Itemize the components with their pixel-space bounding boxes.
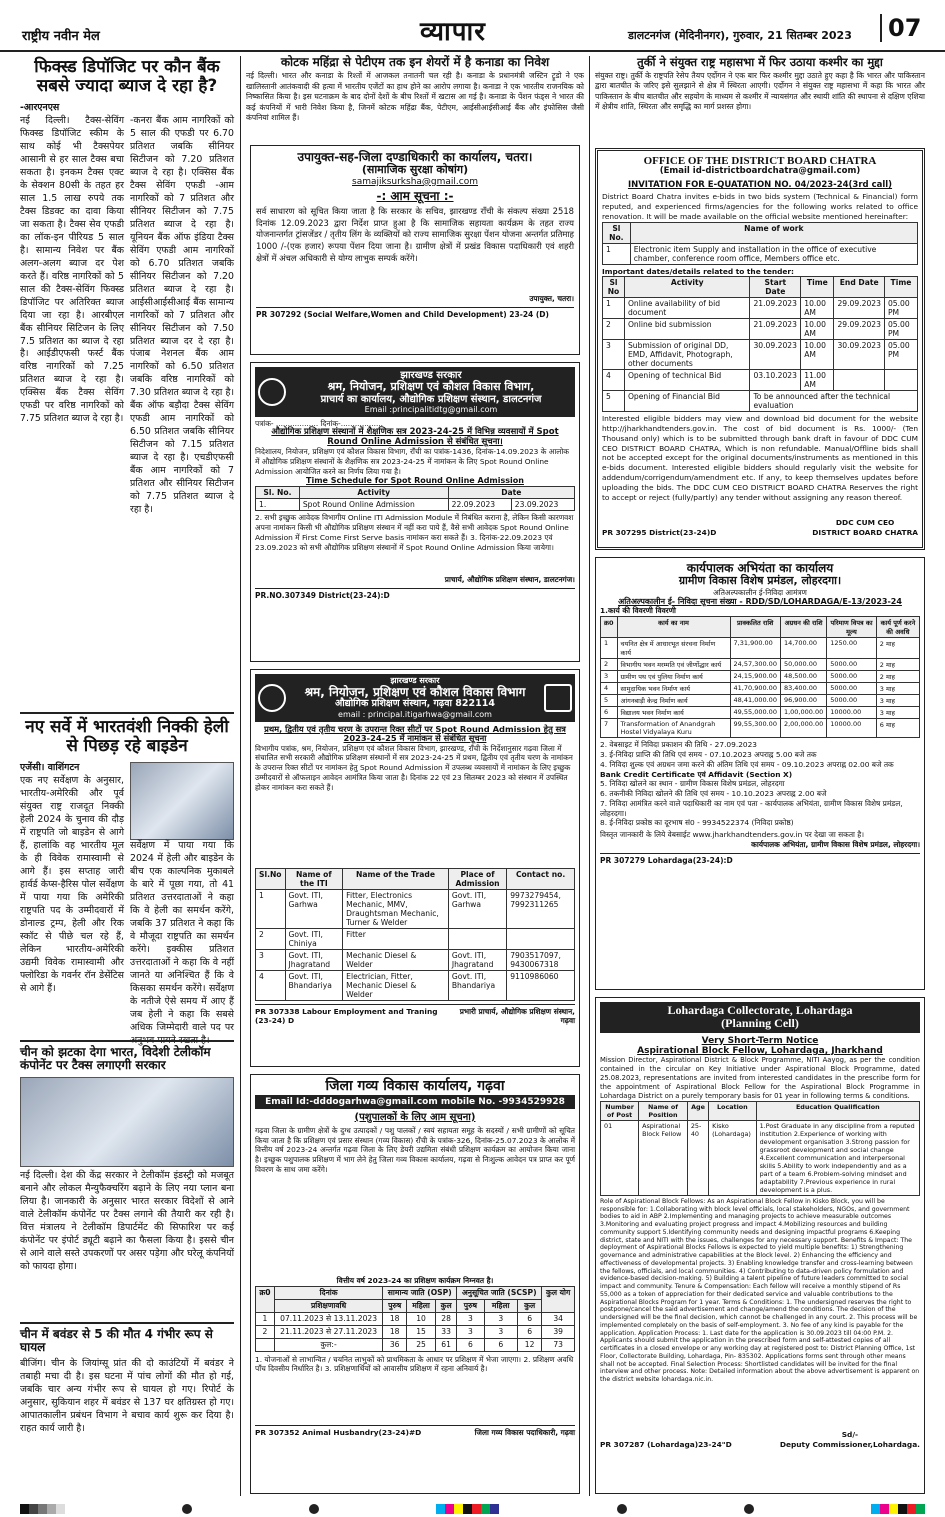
tender-line: 6. तकनीकी निविदा खोलने की तिथि एवं समय - 10.10.2023 अपराह्न 2.00 बजे	[600, 789, 827, 799]
article-canada-shares	[246, 56, 584, 147]
tender-line: 7. निविदा आमंत्रित करने वाले पदाधिकारी का नाम एवं पता - कार्यपालक अभियंता, ग्रामीण विकास विशेष प्रमंडल, लोहरदगा।	[600, 798, 903, 818]
article-fixed-deposit	[20, 58, 234, 675]
headline: नए सर्वे में भारतवंशी निक्की हेली से पिछड़ रहे बाइडेन	[25, 717, 229, 757]
schedule-table: Sl. No. Activity Date 1. Spot Round Online Admission 22.09.2023 23.09.2023	[255, 486, 575, 511]
article-telecom	[20, 1040, 234, 1320]
tender-line: Bank Credit Certificate एवं Affidavit (Section X)	[600, 769, 793, 779]
pr-number: PR 307279 Lohardaga(23-24):D	[600, 853, 920, 865]
notice-title: औद्योगिक प्रशिक्षण संस्थानों में शैक्षणिक सत्र 2023-24-25 में विभिन्न व्यवसायों में Spot Round Online Admission से संबंधित सूचना।	[271, 427, 559, 447]
colour-bar-icon	[436, 1504, 499, 1514]
masthead	[0, 0, 945, 52]
ad-garhwa-dairy	[250, 1074, 580, 1494]
table-row: 3 Govt. ITI, Jhagratand Mechanic Diesel & Welder Govt. ITI, Jhagratand 7903517097, 9430067318	[256, 949, 575, 970]
notice-notes: 2. सभी इच्छुक आवेदक विभागीय Online ITI Admission Module में निबंधित कराना है, लेकिन किसी कारणवश अपना नामांकन किसी भी औद्योगिक प्रशिक्षण संस्थान में नहीं करा पाये हैं, वैसे सभी आवेदक Spot Round Online Admission में First Come First Serve basis नामांकन करा सकते हैं। 3. दिनांक-22.09.2023 एवं 23.09.2023 को सभी औद्योगिक प्रशिक्षण संस्थानों में Spot Round Online Admission किया जायेगा।	[255, 513, 574, 552]
notice-title: INVITATION FOR E-QUATATION NO. 04/2023-24(3rd call)	[627, 179, 893, 190]
pr-number: PR.NO.307349 District(23-24):D	[255, 588, 575, 600]
ad-chatra-social-security	[250, 145, 580, 355]
notice-body: Interested eligible bidders may view and download bid document for the website http://jharkhandtenders.gov.in. The cost of bid document is Rs. 1000/- (Ten Thousand only) which is to be submitted through bank draft in favour of DDC CUM CEO DISTRICT BOARD CHATRA, Which is non refundable. Manual/Offline bids shall not be accepted except for the original documents/instruments as mentioned in this e-bids document. Interested eligible bidders should regularly visit the website for addendum/corrigendum/amendment etc. If any, to keep themselves updates before uploading the bids. The DDC CUM CEO DISTRICT BOARD CHATRA Reserves the right to accept or reject (fully/partly) any tender without assigning any reason thereof.	[602, 414, 918, 502]
signature: प्राचार्य, औद्योगिक प्रशिक्षण संस्थान, डालटनगंज।	[444, 575, 575, 585]
org-email: samajiksurksha@gmail.com	[352, 176, 478, 187]
jharkhand-emblem-icon	[258, 684, 286, 712]
jharkhand-emblem-icon	[258, 378, 286, 406]
article-china-tornado	[20, 1322, 234, 1498]
schedule-title: वित्तीय वर्ष 2023-24 का प्रशिक्षण कार्यक्रम निम्नवत है।	[336, 1275, 494, 1285]
table-row: 3 ग्रामीण पथ एवं पुलिया निर्माण कार्य 24,15,900.00 48,500.00 5000.00 2 माह	[601, 671, 920, 683]
issue-date: डालटनगंज (मेदिनीनगर), गुरुवार, 21 सितम्बर 2023	[628, 29, 852, 42]
tender-line: 8. ई-निविदा प्रकोष्ठ का दूरभाष सं0 - 9934522374 (निविदा प्रकोष्ठ)	[600, 818, 794, 828]
gov-name: झारखण्ड सरकार	[390, 676, 440, 685]
article-body: नई दिल्ली। भारत और कनाडा के रिश्तों में आजकल तनातनी चल रही है। कनाडा के प्रधानमंत्री जस्टिन ट्रूडो ने एक खालिस्तानी आतंकवादी की हत्या में भारतीय एजेंटों का हाथ होने का आरोप लगाया है। कनाडा ने एक भारतीय राजनयिक को निष्कासित किया है। इस घटनाक्रम के बाद दोनों देशों के बीच रिश्तों में खटास आ गई है। कनाडा के पेंशन फंड्स ने भारत की कई कंपनियों में भारी निवेश किया है, जिनमें कोटक महिंद्रा बैंक, पेटीएम, आईसीआईसीआई बैंक और इंफोसिस जैसी कंपनियां शामिल हैं।	[246, 71, 584, 123]
table-row: 4 सामुदायिक भवन निर्माण कार्य 41,70,900.00 83,400.00 5000.00 3 माह	[601, 683, 920, 695]
ad-district-board-chatra	[595, 148, 925, 550]
signature: कार्यपालक अभियंता, ग्रामीण विकास विशेष प्रमंडल, लोहरदगा।	[751, 839, 920, 849]
table-row: 1 Online availability of bid document 21.09.2023 10.00 AM 29.09.2023 05.00 PM	[603, 298, 918, 319]
table-row: 01 Aspirational Block Fellow 25-40 Kisko (Lohardaga) 1.Post Graduate in any discipline from a reputed institution 2.Experience of working with development organisation 3.Strong passion for grassroot development and social change 4.Excellent communication and interpersonal skills 5.Ability to work independently and as a part of a team 6.Problem-solving mindset and adaptability 7.Previous experience in rural development is a plus.	[601, 1120, 920, 1195]
notice-intro: District Board Chatra invites e-bids in two bids system (Technical & Financial) form reputed, and experienced firms/agencies for the following works related to office renovation. It will be made available on the official website mentioned hereinafter:	[602, 192, 918, 221]
table-row: 1 चयनित क्षेत्र में आधारभूत संरचना निर्माण कार्य 7,31,900.00 14,700.00 1250.00 2 माह	[601, 638, 920, 659]
ref-line: पत्रांक- .................. दिनांक-..................	[255, 418, 384, 428]
org-sub: (सामाजिक सुरक्षा कोषांग)	[361, 163, 469, 177]
notice-title: Very Short-Term Notice	[701, 1035, 819, 1046]
notice-body: विभागीय पत्रांक, श्रम, नियोजन, प्रशिक्षण एवं कौशल विकास विभाग, झारखण्ड, राँची के निर्देशानुसार गढ़वा जिला में संचालित सभी सरकारी औद्योगिक प्रशिक्षण संस्थानों में सत्र 2023-24-25 में प्रथम, द्वितीय एवं तृतीय चरण के नामांकन के उपरान्त रिक्त सीटों पर नामांकन हेतु Spot Round Admission में उपलब्ध व्यवसायों में नामांकन के लिए इच्छुक उम्मीदवारों से ऑफलाइन आवेदन आमंत्रित किया जाता है। दिनांक 22 एवं 23 सितम्बर 2023 को संस्थान में उपस्थित होकर नामांकन करा सकते हैं।	[255, 743, 573, 792]
article-body: बीजिंग। चीन के जियांग्सू प्रांत की दो काउंटियों में बवंडर ने तबाही मचा दी है। इस घटना में पांच लोगों की मौत हो गई, जबकि चार अन्य गंभीर रूप से घायल हो गए। रिपोर्ट के अनुसार, सुकियान शहर में बवंडर से 137 घर क्षतिग्रस्त हो गए। आपातकालीन प्रबंधन विभाग ने बचाव कार्य शुरू कर दिया है। राहत कार्य जारी है।	[20, 1357, 234, 1434]
pr-number: PR 307292 (Social Welfare,Women and Child Development) 23-24 (D)	[256, 307, 574, 319]
byline: एजेंसी। वाशिंगटन	[20, 762, 80, 774]
headline: कोटक महिंद्रा से पेटीएम तक इन शेयरों में है कनाडा का निवेश	[280, 55, 550, 69]
headline: चीन में बवंडर से 5 की मौत 4 गंभीर रूप से घायल	[20, 1327, 213, 1355]
table-row: 4 Opening of technical Bid 03.10.2023 11.00 AM	[603, 370, 918, 391]
position-table: Number of Post Name of Position Age Location Education Qualification 01 Aspirational Block Fellow 25-40 Kisko (Lohardaga) 1.Post Graduate in any discipline from a reputed institution 2.Experience of working with development organisation 3.Strong passion for grassroot development and social change 4.Excellent communication and interpersonal skills 5.Ability to work independently and as a part of a team 6.Problem-solving mindset and adaptability 7.Previous experience in rural development is a plus.	[600, 1101, 920, 1196]
ad-iti-garhwa	[250, 669, 580, 1067]
table-row: 7 Transformation of Anandgrah Hostel Vidyalaya Kuru 99,55,300.00 2,00,000.00 10000.00 6 माह	[601, 719, 920, 738]
org-sub: (Planning Cell)	[721, 1016, 799, 1031]
signature-line-1: Sd/-	[841, 1429, 859, 1439]
office-name: औद्योगिक प्रशिक्षण संस्थान, गढ़वा 822114	[335, 698, 495, 710]
signature-line-1: DDC CUM CEO	[835, 518, 895, 528]
notice-intro: निदेशालय, नियोजन, प्रशिक्षण एवं कौशल विकास विभाग, राँची का पत्रांक-1436, दिनांक-14.09.2023 के आलोक में औद्योगिक प्रशिक्षण संस्थानों के शैक्षणिक सत्र 2023-24-25 में नामांकन के लिए Spot Round Online Admission आयोजित करने का निर्णय लिया गया है।	[255, 447, 569, 477]
headline: फिक्स्ड डिपॉजिट पर कौन बैंक सबसे ज्यादा ब्याज दे रहा है?	[34, 57, 220, 97]
table-row: 4 Govt. ITI, Bhandariya Electrician, Fitter, Mechanic Diesel & Welder Govt. ITI, Bhandariya 9110986060	[256, 970, 575, 1000]
notice-conditions: 1. योजनाओं से लाभान्वित / चयनित लाभुकों को प्राथमिकता के आधार पर प्रशिक्षण में भेजा जाएगा। 2. प्रशिक्षण अवधि पाँच दिवसीय निर्धारित है। 3. प्रशिक्षणार्थियों को आवासीय प्रशिक्षण में रहना अनिवार्य है।	[255, 1354, 574, 1374]
section-heading: 1.कार्य की विवरणी विवरणी	[600, 606, 676, 616]
notice-body: गढ़वा जिला के ग्रामीण क्षेत्रों के दुग्ध उत्पादकों / पशु पालकों / स्वयं सहायता समूह के सदस्यों / सभी ग्रामीणों को सूचित किया जाता है कि प्रशिक्षण एवं प्रसार संस्थान (गव्य विकास) राँची के पत्रांक-326, दिनांक-25.07.2023 के आलोक में वित्तीय वर्ष 2023-24 अन्तर्गत गढ़वा जिला के लिए डेयरी उद्यमिता संबंधी प्रशिक्षण कार्यक्रम का आयोजन किया जाना है। इच्छुक पशुपालक प्रशिक्षण में भाग लेने हेतु जिला गव्य विकास कार्यालय, गढ़वा से निःशुल्क आवेदन पत्र प्राप्त कर पूर्ण विवरण के साथ जमा करेंगे।	[255, 1125, 575, 1174]
photo-nikki-haley	[130, 762, 234, 840]
signature: प्रभारी प्राचार्य, औद्योगिक प्रशिक्षण संस्थान, गढ़वा	[459, 1006, 575, 1026]
dept-name: श्रम, नियोजन, प्रशिक्षण एवं कौशल विकास विभाग,	[327, 380, 535, 394]
org-name: कार्यपालक अभियंता का कार्यालय	[686, 561, 834, 575]
table-row: 1 Govt. ITI, Garhwa Fitter, Electronics Mechanic, MMV, Draughtsman Mechanic, Turner & Welder Govt. ITI, Garhwa 9973279454, 7992311265	[256, 889, 575, 928]
page-number: 07	[880, 14, 921, 42]
notice-title: प्रथम, द्वितीय एवं तृतीय चरण के उपरान्त रिक्त सीटों पर Spot Round Admission हेतु सत्र 2023-24-25 में नामांकन से संबंधित सूचना	[264, 724, 566, 744]
schedule-title: Time Schedule for Spot Round Online Admission	[306, 476, 524, 486]
headline: तुर्की ने संयुक्त राष्ट्र महासभा में फिर उठाया कश्मीर का मुद्दा	[637, 55, 883, 69]
notice-intro: Mission Director, Aspirational District & Block Programme, NITI Aayog, as per the condition contained in the circular on Key Initiative under Aspirational Block Programme, dated 25.08.2023, representations are invited from interested candidates in the prescribe form for the appointment of Aspirational Block Fellow for the Aspirational Block Programme in Lohardaga District on a purely temporary basis for 01 year in following terms & conditions.	[600, 1056, 920, 1100]
org-name: OFFICE OF THE DISTRICT BOARD CHATRA	[643, 155, 877, 167]
byline: -आरएनएस	[20, 102, 60, 114]
table-row: 5 आंगनबाड़ी केन्द्र निर्माण कार्य 48,41,000.00 96,900.00 5000.00 3 माह	[601, 695, 920, 707]
tender-line: 5. निविदा खोलने का स्थान - ग्रामीण विकास विशेष प्रमंडल, लोहरदगा	[600, 779, 785, 789]
office-name: प्राचार्य का कार्यालय, औद्योगिक प्रशिक्षण संस्थान, डालटनगंज	[320, 393, 542, 405]
table-row: 2 21.11.2023 से 27.11.2023 18 15 33 3 3 6 39	[256, 1325, 575, 1338]
tender-line: 3. ई-निविदा प्राप्ति की तिथि एवं समय - 07.10.2023 अपराह्न 5.00 बजे तक	[600, 750, 817, 759]
training-table: क्र0 दिनांक सामान्य जाति (OSP) अनुसूचित जाति (SCSP) कुल योग प्रशिक्षणावधि पुरुष महिला कुल पुरुष महिला कुल 1 07.11.2023 से 13.11.2023 18 10 28 3 3 6 34 2 21.11.2023 से 27.11.2023 18 15 33 3 3 6 39 कुल:- 36 25 61 6 6 12 73	[255, 1286, 575, 1352]
table-row: 1. Spot Round Online Admission 22.09.2023 23.09.2023	[256, 499, 575, 511]
article-col-1: नई दिल्ली। टैक्स-सेविंग फिक्स्ड डिपॉजिट स्कीम के साथ कोई भी टैक्सपेयर आसानी से हर साल टैक्स बचा सकता है। इनकम टैक्स एक्ट के सेक्शन 80सी के तहत हर साल 1.5 लाख रुपये तक टैक्स डिडक्ट का दावा किया जा सकता है। टैक्स सेव एफडी का लॉक-इन पीरियड 5 साल है। सामान्य निवेश पर बैंक अलग-अलग ब्याज दर पेश करते हैं। वरिष्ठ नागरिकों को 5 साल की टैक्स-सेविंग फिक्स्ड डिपॉजिट पर अतिरिक्त ब्याज दिया जा रहा है। आरबीएल बैंक सीनियर सिटिजन के लिए 7.5 प्रतिशत का ब्याज दे रहा है। आईडीएफसी फर्स्ट बैंक वरिष्ठ नागरिकों को 7.25 प्रतिशत ब्याज दे रहा है। एक्सिस बैंक टैक्स सेविंग एफडी पर वरिष्ठ नागरिकों को 7.75 प्रतिशत ब्याज दे रहा है।	[20, 115, 124, 425]
table-total-row: कुल:- 36 25 61 6 6 12 73	[256, 1338, 575, 1351]
org-email: (Email id-districtboardchatra@gmail.com)	[659, 166, 861, 177]
pr-number: PR 307287 (Lohardaga)23-24"D	[600, 1439, 732, 1449]
register-dot-icon	[309, 1504, 319, 1514]
table-row: 1 Electronic item Supply and installation in the office of executive chamber, conference room office, Members office etc.	[603, 243, 918, 264]
dept-name: श्रम, नियोजन, प्रशिक्षण एवं कौशल विकास विभाग	[304, 684, 526, 699]
table-row: 2 विभागीय भवन मरम्मति एवं जीर्णोद्धार कार्य 24,57,300.00 50,000.00 5000.00 2 माह	[601, 659, 920, 671]
article-body: संयुक्त राष्ट्र। तुर्की के राष्ट्रपति रेसेप तैयप एर्दोगन ने एक बार फिर कश्मीर मुद्दा उठाते हुए कहा है कि भारत और पाकिस्तान द्वारा बातचीत के जरिए इसे सुलझाने से क्षेत्र में स्थिरता आएगी। एर्दोगन ने संयुक्त राष्ट्र महासभा में कहा कि भारत और पाकिस्तान के बीच बातचीत और सहयोग के माध्यम से कश्मीर में न्यायसंगत और स्थायी शांति की स्थापना से दक्षिण एशिया में क्षेत्रीय शांति, स्थिरता और समृद्धि का मार्ग प्रशस्त होगा।	[595, 70, 926, 112]
notice-ref: अतिअल्पकालीन ई-निविदा आमंत्रण	[713, 587, 807, 597]
article-col-2: सर्वेक्षण में पाया गया कि 2024 में हेली और बाइडेन के बीच एक काल्पनिक मुकाबले के बारे में पूछा गया, तो 41 प्रतिशत उत्तरदाताओं ने कहा कि वे हेली का समर्थन करेंगे, जबकि 37 प्रतिशत ने कहा कि वे मौजूदा राष्ट्रपति का समर्थन करेंगे। इक्कीस प्रतिशत उत्तरदाताओं ने कहा कि वे नहीं जानते या अनिश्चित हैं कि वे किसका समर्थन करेंगे। सर्वेक्षण के नतीजे ऐसे समय में आए हैं जब हेली ने कहा कि सबसे अधिक जिम्मेदारी वाले पद पर अनुभव मायने रखता है।	[130, 840, 234, 1046]
section-title: व्यापार	[420, 17, 486, 47]
dates-table: Sl No Activity Start Date Time End Date Time 1 Online availability of bid document 21.09.2023 10.00 AM 29.09.2023 05.00 PM 2 Online bid submission 21.09.2023 10.00 AM 29.09.2023 05.00 PM 3 Submission of original DD, EMD, Affidavit, Photograph, other documents 30.09.2023 10.00 AM 30.09.2023 05.00 PM 4 Opening of technical Bid 03.10.2023 11.00 AM 5 Opening of Financial Bid To be announced after the technical evaluation	[602, 276, 918, 412]
works-table: क्र0 कार्य का नाम प्राक्कलित राशि अग्रधन की राशि परिमाण विपत्र का मूल्य कार्य पूर्ण करने की अवधि 1 चयनित क्षेत्र में आधारभूत संरचना निर्माण कार्य 7,31,900.00 14,700.00 1250.00 2 माह 2 विभागीय भवन मरम्मति एवं जीर्णोद्धार कार्य 24,57,300.00 50,000.00 5000.00 2 माह 3 ग्रामीण पथ एवं पुलिया निर्माण कार्य 24,15,900.00 48,500.00 5000.00 2 माह 4 सामुदायिक भवन निर्माण कार्य 41,70,900.00 83,400.00 5000.00 3 माह 5 आंगनबाड़ी केन्द्र निर्माण कार्य 48,41,000.00 96,900.00 5000.00 3 माह 6 विद्यालय भवन निर्माण कार्य 49,55,000.00 1,00,000.00 10000.00 3 माह 7 Transformation of Anandgrah Hostel Vidyalaya Kuru 99,55,300.00 2,00,000.00 10000.00 6 माह	[600, 616, 920, 738]
table-row: 2 Online bid submission 21.09.2023 10.00 AM 29.09.2023 05.00 PM	[603, 319, 918, 340]
pr-number: PR 307338 Labour Employment and Traning (23-24) D	[255, 1006, 438, 1026]
signature: जिला गव्य विकास पदाधिकारी, गढ़वा	[474, 1427, 575, 1437]
table-row: 1 07.11.2023 से 13.11.2023 18 10 28 3 3 6 34	[256, 1312, 575, 1325]
office-email: email : principal.itigarhwa@gmail.com	[338, 710, 492, 720]
article-biden-haley	[20, 712, 234, 1046]
article-col-2: -कनरा बैंक आम नागरिकों को 5 साल की एफडी पर 6.70 प्रतिशत जबकि सीनियर सिटीजन को 7.20 प्रतिशत ब्याज दे रहा है। एक्सिस बैंक टैक्स सेविंग एफडी -आम नागरिकों को 7 प्रतिशत और सीनियर सिटीजन को 7.75 प्रतिशत ब्याज दे रहा है। यूनियन बैंक ऑफ इंडिया टैक्स सेविंग एफडी आम नागरिकों को 6.70 प्रतिशत जबकि सीनियर सिटीजन को 7.20 प्रतिशत ब्याज दे रहा है। आईसीआईसीआई बैंक सामान्य नागरिकों को 7 प्रतिशत और सीनियर सिटीजन को 7.50 प्रतिशत ब्याज दर दे रहा है। पंजाब नेशनल बैंक आम नागरिकों को 6.50 प्रतिशत जबकि वरिष्ठ नागरिकों को 7.30 प्रतिशत ब्याज दे रहा है। बैंक ऑफ बड़ौदा टैक्स सेविंग एफडी आम नागरिकों को 6.50 प्रतिशत जबकि सीनियर सिटीजन को 7.15 प्रतिशत ब्याज दे रहा है। एचडीएफसी बैंक आम नागरिकों को 7 प्रतिशत और सीनियर सिटीजन को 7.75 प्रतिशत ब्याज दे रहा है।	[130, 115, 234, 516]
work-table: Sl No. Name of work 1 Electronic item Supply and installation in the office of executive chamber, conference room office, Members office etc.	[602, 222, 918, 265]
org-name: Lohardaga Collectorate, Lohardaga	[667, 1003, 853, 1017]
notice-title: (पशुपालकों के लिए आम सूचना)	[354, 1111, 476, 1123]
register-dot-icon	[617, 1504, 627, 1514]
register-dot-icon	[744, 1504, 754, 1514]
grey-scale-bar-icon	[20, 1504, 65, 1514]
table-row: 6 विद्यालय भवन निर्माण कार्य 49,55,000.00 1,00,000.00 10000.00 3 माह	[601, 707, 920, 719]
notice-body: Role of Aspirational Block Fellows: As an Aspirational Block Fellow in Kisko Block, you will be responsible for: 1.Collaborating with block level officials, local stakeholders, NGOs, and government bodies to aid in ABP 2.Implementing and managing projects to achieve measurable outcomes 3.Monitoring and evaluating project progress and impact 4.Mobilizing resources and building community support 5.Identifying community needs and designing impactful programs 6.Keeping district, state and NITI with the issues, challenges for any necessary support. Benefits & Impact: The deployment of Aspirational Blocks Fellows is expected to yield multiple benefits: 1) Strengthening governance and administrative capabilities at the Block level. 2) Enhancing the efficiency and effectiveness of developmental projects. 3) Enabling knowledge transfer and cross-learning between the fellows, officials, and local communities. 4) Contributing to data-driven policy formulation and evidence-based decision-making. 5) Building a talent pipeline of future leaders committed to social impact and community. Tenure & Compensation: Each fellow will receive a monthly stipend of Rs 55,000 as a token of appreciation for their dedicated service and valuable contributions to the Aspirational Blocks Program for 1 year. Terms & Conditions: 1. The undersigned reserves the right to postpone/cancel the said advertisement and change/amend the conditions. The decision of the undersigned will be the final decision, which cannot be challenged in any court. 2. This process will be implemented completely on the basis of self-employment. 3. No fee of any kind is payable for the application. Application Process: 1. Last date for the application is 30.09.2023 till 04:00 P.M. 2. Applicants should submit the application in the prescribed form and self-attested copies of all certificates in a closed envelope or any working day at registered post to: District Planning Office, 1st Floor, Collectorate Building, Lohardaga, Pin- 835302. Applications forms sent through other means shall not be accepted. Final Selection Process: Shortlisted candidates will be invited for the final interview and other process. Note: Detailed information about the above advertisement is apparent on the district website lohardaga.nic.in.	[600, 1197, 920, 1384]
org-name: उपायुक्त-सह-जिला दण्डाधिकारी का कार्यालय, चतरा।	[297, 150, 533, 164]
article-turkey-kashmir	[595, 56, 925, 149]
org-contact: Email Id:-dddogarhwa@gmail.com mobile No. -9934529928	[255, 1095, 575, 1109]
article-col-1: एक नए सर्वेक्षण के अनुसार, भारतीय-अमेरिकी और पूर्व संयुक्त राष्ट्र राजदूत निक्की हेली 2024 के चुनाव की दौड़ में राष्ट्रपति जो बाइडेन से आगे हैं, हालांकि वह भारतीय मूल के ही विवेक रामास्वामी से आगे हैं। इस सप्ताह जारी हार्वर्ड केप्स-हैरिस पोल सर्वेक्षण में पाया गया कि अमेरिकी राष्ट्रपति पद के उम्मीदवारों में डोनाल्ड ट्रम्प, हेली और रिक स्कॉट से पीछे चल रहे हैं, लेकिन भारतीय-अमेरिकी उद्यमी विवेक रामास्वामी और फ्लोरिडा के गवर्नर रॉन डेसेंटिस से आगे हैं।	[20, 775, 124, 994]
office-email: Email :principalitidtg@gmail.com	[364, 404, 498, 414]
colour-bar-icon	[871, 1504, 925, 1514]
ad-rwd-lohardaga	[595, 557, 925, 990]
notice-subtitle: Aspirational Block Fellow, Lohardaga, Jharkhand	[637, 1045, 883, 1056]
newspaper-brand: राष्ट्रीय नवीन मेल	[22, 29, 100, 44]
pr-number: PR 307352 Animal Husbandry(23-24)#D	[255, 1427, 422, 1437]
signature-line-2: Deputy Commissioner,Lohardaga.	[779, 1439, 920, 1449]
pr-number: PR 307295 District(23-24)D	[602, 528, 717, 538]
gov-name: झारखण्ड सरकार	[400, 370, 462, 381]
iti-logo-icon	[544, 684, 572, 712]
photo-telecom-tower	[20, 1077, 234, 1167]
org-name: जिला गव्य विकास कार्यालय, गढ़वा	[325, 1078, 505, 1094]
print-registration-marks	[0, 1500, 945, 1517]
notice-number: अतिअल्पकालीन ई- निविदा सूचना संख्या - RDD/SD/LOHARDAGA/E-13/2023-24	[618, 596, 902, 606]
headline: चीन को झटका देगा भारत, विदेशी टेलीकॉम कंपोनेंट पर टैक्स लगाएगी सरकार	[20, 1045, 211, 1073]
signature: उपायुक्त, चतरा।	[529, 294, 574, 304]
article-body: नई दिल्ली। देश की केंद्र सरकार ने टेलीकॉम इंडस्ट्री को मजबूत बनाने और लोकल मैन्युफैक्चरिंग बढ़ाने के लिए नया प्लान बना लिया है। जानकारी के अनुसार भारत सरकार विदेशों से आने वाले टेलीकॉम कंपोनेंट पर टैक्स लगाने की तैयारी कर रही है। वित्त मंत्रालय ने टेलीकॉम डिपार्टमेंट की सिफारिश पर कई कंपोनेंट पर इंपोर्ट ड्यूटी बढ़ाने का फैसला किया है। इससे चीन से आने वाले सस्ते उपकरणों पर असर पड़ेगा और घरेलू कंपनियों को फायदा होगा।	[20, 1169, 234, 1272]
register-dot-icon	[182, 1504, 192, 1514]
notice-body: सर्व साधारण को सूचित किया जाता है कि सरकार के सचिव, झारखण्ड राँची के संकल्प संख्या 2518 दिनांक 12.09.2023 द्वारा निर्देश प्राप्त हुआ है कि सामाजिक सहायता कार्यक्रम के तहत राज्य योजनान्तर्गत ट्रांसजेंडर / तृतीय लिंग के व्यक्तियों को राज्य सामाजिक सुरक्षा पेंशन योजना अन्तर्गत प्रतिमाह 1000 /-(एक हजार) रूपया पेंशन दिया जाना है। ग्रामीण क्षेत्रों में प्रखंड विकास पदाधिकारी एवं शहरी क्षेत्रों में अंचल अधिकारी से योग्य लाभुक सम्पर्क करेंगे।	[256, 206, 574, 263]
table-row: 2 Govt. ITI, Chiniya Fitter	[256, 928, 575, 949]
table-row: 3 Submission of original DD, EMD, Affidavit, Photograph, other documents 30.09.2023 10.00 AM 30.09.2023 05.00 PM	[603, 340, 918, 370]
notice-footer: विस्तृत जानकारी के लिये वेबसाईट www.jharkhandtenders.gov.in पर देखा जा सकता है।	[600, 830, 865, 840]
dates-heading: Important dates/details related to the tender:	[602, 266, 794, 276]
iti-table: Sl.No Name of the ITI Name of the Trade Place of Admission Contact no. 1 Govt. ITI, Garhwa Fitter, Electronics Mechanic, MMV, Draughtsman Mechanic, Turner & Welder Govt. ITI, Garhwa 9973279454, 7992311265 2 Govt. ITI, Chiniya Fitter 3 Govt. ITI, Jhagratand Mechanic Diesel & Welder Govt. ITI, Jhagratand 7903517097, 9430067318 4 Govt. ITI, Bhandariya Electrician, Fitter, Mechanic Diesel & Welder Govt. ITI, Bhandariya 9110986060	[255, 868, 575, 1001]
table-row: 5 Opening of Financial Bid To be announced after the technical evaluation	[603, 391, 918, 412]
signature-line-2: DISTRICT BOARD CHATRA	[812, 528, 918, 538]
org-sub: ग्रामीण विकास विशेष प्रमंडल, लोहरदगा।	[678, 574, 842, 588]
tender-line: 2. वेबसाइट में निविदा प्रकाशन की तिथि - 27.09.2023	[600, 740, 757, 750]
ad-lohardaga-collectorate	[595, 997, 925, 1494]
tender-line: 4. निविदा शुल्क एवं अग्रधन जमा करने की अंतिम तिथि एवं समय - 09.10.2023 अपराह्न 02.00 बजे तक	[600, 759, 894, 769]
notice-title: -: आम सूचना :-	[376, 188, 454, 203]
ad-iti-daltonganj	[250, 362, 580, 662]
